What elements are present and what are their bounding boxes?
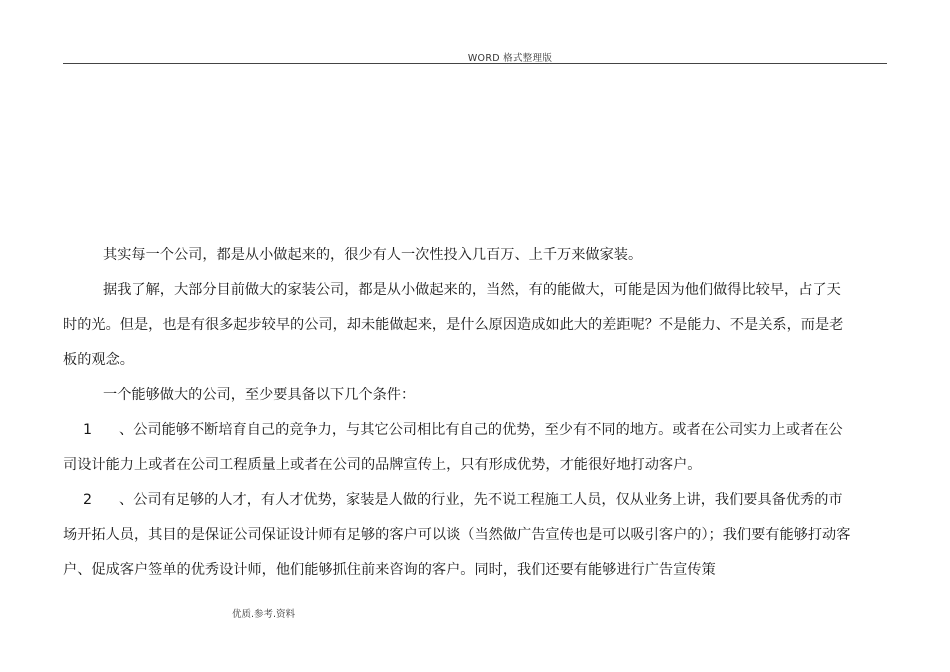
page-footer: 优质.参考.资料 xyxy=(232,609,296,620)
paragraph: 据我了解，大部分目前做大的家装公司，都是从小做起来的，当然，有的能做大，可能是因为他们做得比较早，占了天时的光。但是，也是有很多起步较早的公司，却未能做起来，是什么原因造成如此大的差距呢？不是能力、不是关系，而是老板的观念。 xyxy=(63,282,844,368)
header-divider xyxy=(63,63,887,64)
document-body xyxy=(63,238,853,588)
item-number: 1 xyxy=(83,422,93,438)
item-text: 、公司能够不断培育自己的竞争力，与其它公司相比有自己的优势，至少有不同的地方。或者在公司实力上或者在公司设计能力上或者在公司工程质量上或者在公司的品牌宣传上，只有形成优势，才能很好地打动客户。 xyxy=(63,422,843,473)
page-header: WORD 格式整理版 xyxy=(467,53,553,64)
numbered-item xyxy=(63,483,853,588)
item-number: 2 xyxy=(83,492,93,508)
numbered-item xyxy=(63,413,853,483)
paragraph: 其实每一个公司，都是从小做起来的，很少有人一次性投入几百万、上千万来做家装。 xyxy=(103,247,643,263)
paragraph: 一个能够做大的公司，至少要具备以下几个条件： xyxy=(103,387,416,403)
item-text: 、公司有足够的人才，有人才优势，家装是人做的行业，先不说工程施工人员，仅从业务上讲，我们要具备优秀的市场开拓人员，其目的是保证公司保证设计师有足够的客户可以谈（当然做广告宣传也是可以吸引客户的）；我们要有能够打动客户、促成客户签单的优秀设计师，他们能够抓住前来咨询的客户。同时，我们还要有能够进行广告宣传策 xyxy=(63,492,851,578)
